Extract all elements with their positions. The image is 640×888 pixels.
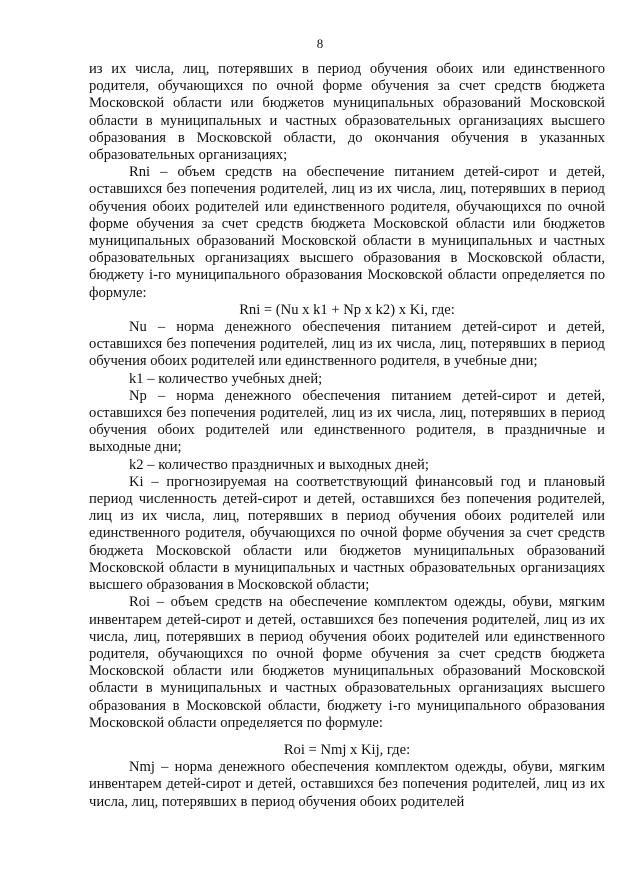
paragraph-roi-definition: Roi – объем средств на обеспечение комплектом одежды, обуви, мягким инвентарем детей-сирот и детей, оставшихся без попечения родителей, лиц из их числа, лиц, потерявших в период обучения обоих родителей или единственного родителя, обучающихся по очной форме обучения за счет средств бюджета Московской области или бюджетов муниципальных образований Московской области в муниципальных и частных образовательных организациях высшего образования в Московской области, бюджету i-го муниципального образования Московской области определяется по формуле:: [89, 594, 605, 731]
page-number: 8: [316, 36, 324, 51]
formula-roi: Roi = Nmj x Kij, где:: [283, 741, 411, 758]
paragraph-np-definition: Np – норма денежного обеспечения питанием детей-сирот и детей, оставшихся без попечения родителей, лиц из их числа, лиц, потерявших в период обучения обоих родителей или единственного родителя, в праздничные и выходные дни;: [89, 387, 605, 456]
paragraph-nu-definition: Nu – норма денежного обеспечения питанием детей-сирот и детей, оставшихся без попечения родителей, лиц из их числа, лиц, потерявших в период обучения обоих родителей или единственного родителя, в учебные дни;: [89, 319, 605, 370]
paragraph-nmj-definition: Nmj – норма денежного обеспечения комплектом одежды, обуви, мягким инвентарем детей-сирот и детей, оставшихся без попечения родителей, лиц из их числа, лиц, потерявших в период обучения обоих родителей: [89, 759, 605, 810]
paragraph-ki-definition: Ki – прогнозируемая на соответствующий финансовый год и плановый период численность детей-сирот и детей, оставшихся без попечения родителей, лиц из их числа, лиц, потерявших в период обучения обоих родителей или единственного родителя, обучающихся по очной форме обучения за счет средств бюджета Московской области или бюджетов муниципальных образований Московской области в муниципальных и частных образовательных организациях высшего образования в Московской области;: [89, 473, 605, 594]
paragraph-rni-definition: Rni – объем средств на обеспечение питанием детей-сирот и детей, оставшихся без попечения родителей, лиц из их числа, лиц, потерявших в период обучения обоих родителей или единственного родителя, обучающихся по очной форме обучения за счет средств бюджета Московской области или бюджетов муниципальных образований Московской области в муниципальных и частных образовательных организациях высшего образования в Московской области, бюджету i-го муниципального образования Московской области определяется по формуле:: [89, 164, 605, 301]
paragraph-continuation: из их числа, лиц, потерявших в период обучения обоих или единственного родителя, обучающихся по очной форме обучения за счет средств бюджета Московской области или бюджетов муниципальных образований Московской области в муниципальных и частных образовательных организациях высшего образования в Московской области, до окончания обучения в указанных образовательных организациях;: [89, 61, 605, 164]
paragraph-k1-definition: k1 – количество учебных дней;: [129, 370, 323, 387]
paragraph-k2-definition: k2 – количество праздничных и выходных дней;: [129, 456, 429, 473]
formula-rni: Rni = (Nu x k1 + Np x k2) x Ki, где:: [239, 301, 455, 318]
document-body: [89, 61, 605, 811]
